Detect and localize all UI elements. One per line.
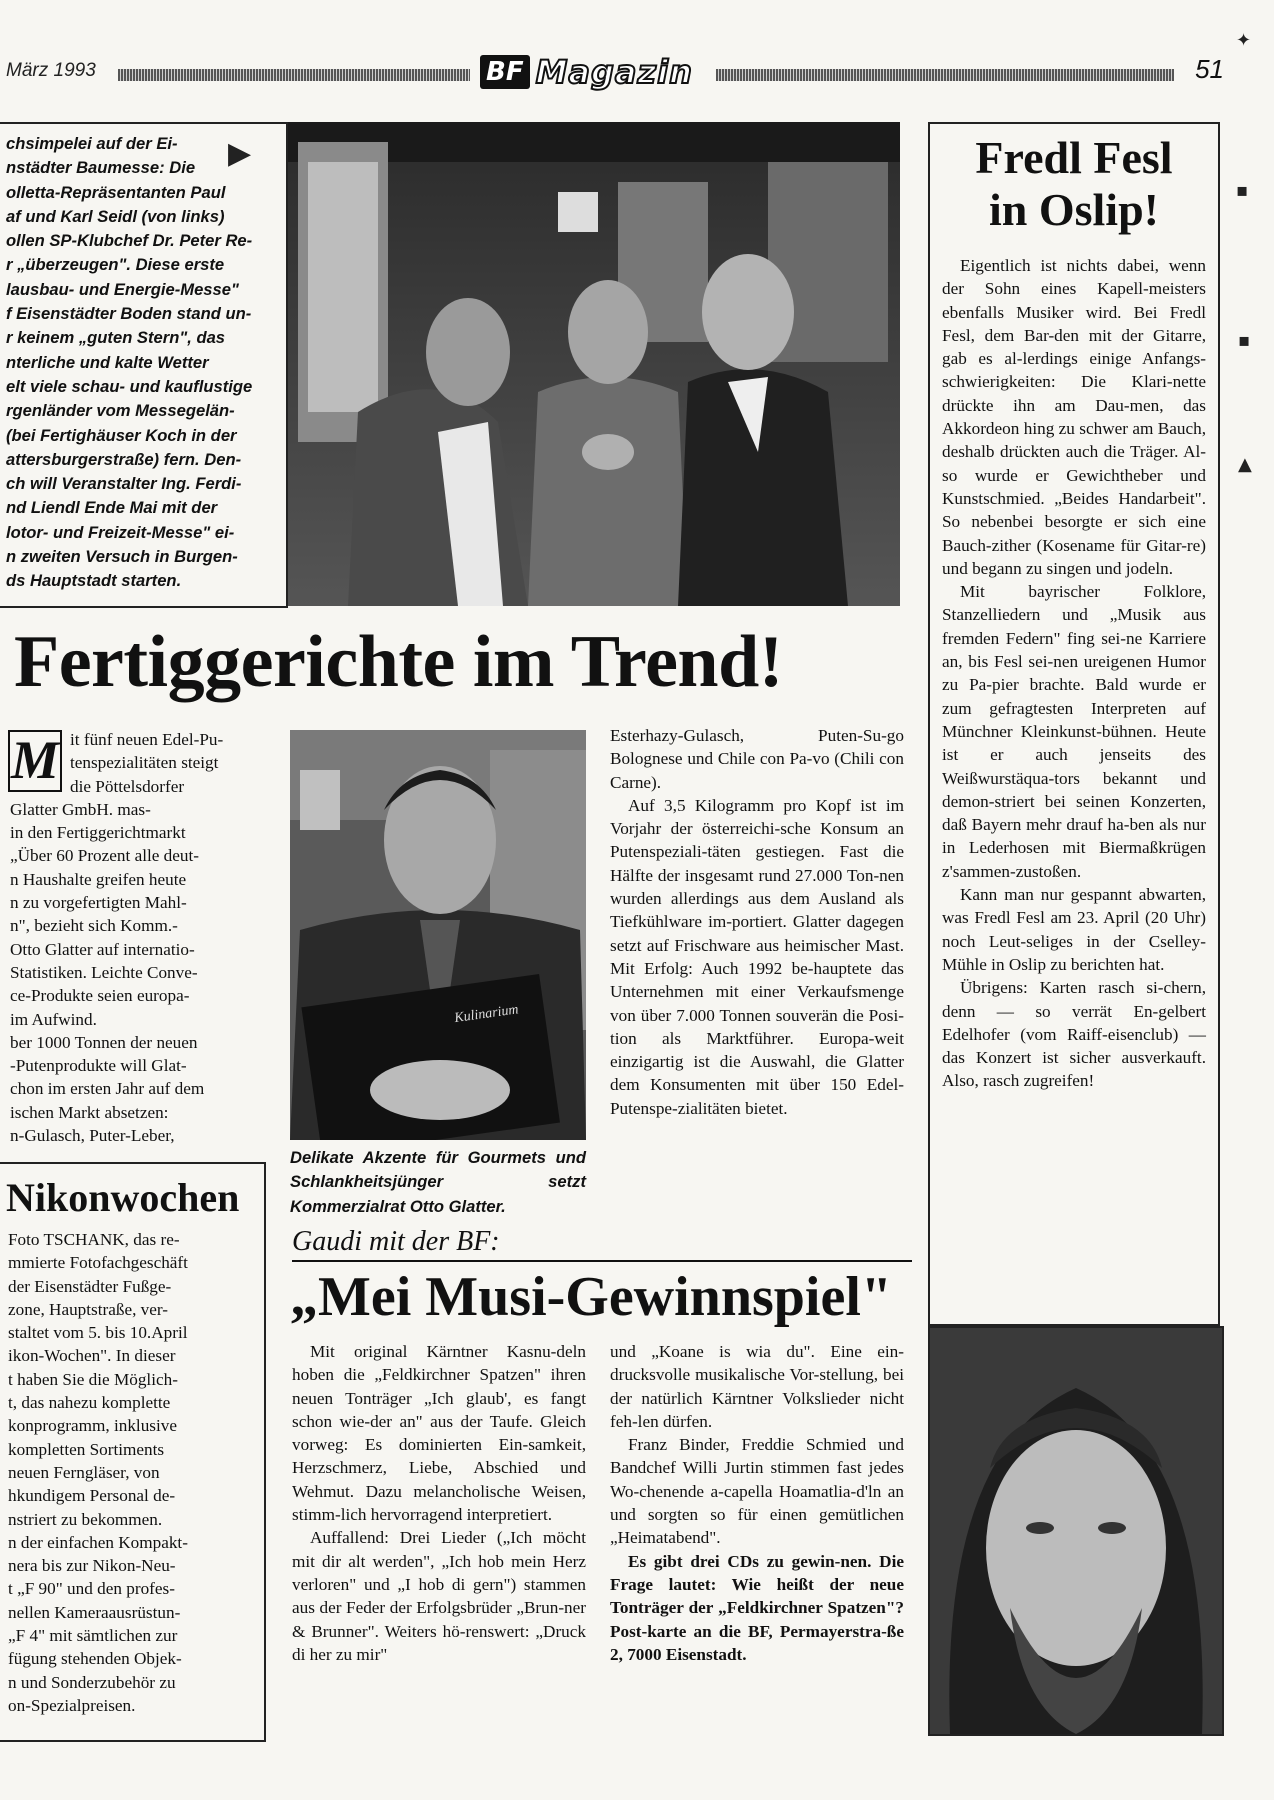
nikon-line: ikon-Wochen". In dieser [8, 1346, 176, 1366]
nikon-line: nstriert zu bekommen. [8, 1509, 163, 1529]
glatter-line: Glatter GmbH. mas- [10, 799, 151, 819]
gaudi-column-1 [292, 1340, 586, 1666]
fesl-paragraph: Eigentlich ist nichts dabei, wenn der Sohn eines Kapell-meisters ebenfalls Musiker wird. Bei Fredl Fesl, dem Bar-den mit der Gitarre, gab es al-lerdings einige Anfangs-schwierigkeiten: Die Klari-nette drückte ihn am Dau-men, das Akkordeon hing zu schwer am Bauch, deshalb drückten auch die Träger. Al-so wurde er Gewichtheber und Kunstschmied. „Beides Handarbeit". So nebenbei besorgte er sich eine Bauch-zither (Kosename für Gitar-re) und begann zu singen und jodeln. [942, 256, 1206, 578]
caption-line: af und Karl Seidl (von links) [6, 206, 225, 226]
nikon-line: „F 4" mit sämtlichen zur [8, 1626, 178, 1646]
caption-line: lotor- und Freizeit-Messe" ei- [6, 522, 235, 542]
caption-line: (bei Fertighäuser Koch in der [6, 425, 237, 445]
nikon-line: nellen Kameraausrüstun- [8, 1602, 181, 1622]
fesl-paragraph: Mit bayrischer Folklore, Stanzelliedern und „Musik aus fremden Federn" fing sei-ne Karriere an, bis Fesl sei-nen ureigenen Humor zu Pa-pier brachte. Bald wurde er zum gefragtesten Interpreten auf Münchner Kleinkunst-bühnen. Heute ist er auch jenseits des Weißwurstäqua-tors bekannt und demon-striert bei seinen Konzerten, daß Bayern mehr drauf ha-ben als nur in Lederhosen mit Biermaßkrügen z'sammen-zustoßen. [942, 582, 1206, 881]
glatter-line: n zu vorgefertigten Mahl- [10, 893, 187, 913]
bf-logo-box: BF [480, 55, 530, 89]
header-rule-left [118, 69, 470, 81]
margin-mark-icon: ✦ [1236, 30, 1252, 51]
glatter-photo [290, 730, 586, 1140]
glatter-line: tenspezialitäten steigt [70, 753, 219, 773]
nikon-line: n und Sonderzubehör zu [8, 1672, 176, 1692]
glatter-line: Statistiken. Leichte Conve- [10, 962, 198, 982]
nikon-headline: Nikonwochen [6, 1175, 240, 1220]
gaudi-paragraph: Franz Binder, Freddie Schmied und Bandchef Willi Jurtin stimmen fast jedes Wo-chenende a-capella Hoamatlia-d'ln an und sorgten so für einen gemütlichen „Heimatabend". [610, 1435, 904, 1548]
dropcap: M [8, 730, 62, 792]
glatter-line: ber 1000 Tonnen der neuen [10, 1032, 198, 1052]
fair-caption-text [0, 124, 286, 594]
nikon-line: neuen Ferngläser, von [8, 1462, 160, 1482]
glatter-photo-caption: Delikate Akzente für Gourmets und Schlankheitsjünger setzt Kommerzialrat Otto Glatter. [290, 1148, 586, 1216]
fesl-body [930, 236, 1218, 1093]
main-headline: Fertiggerichte im Trend! [14, 621, 783, 703]
gaudi-contest-text: Es gibt drei CDs zu gewin-nen. Die Frage lautet: Wie heißt der neue Tonträger der „Feldkirchner Spatzen"? Post-karte an die BF, Permayerstra-ße 2, 7000 Eisenstadt. [610, 1551, 904, 1664]
caption-line: elt viele schau- und kauflustige [6, 376, 253, 396]
nikon-line: t „F 90" und den profes- [8, 1579, 175, 1599]
caption-line: nd Liendl Ende Mai mit der [6, 498, 218, 518]
nikon-line: staltet vom 5. bis 10.April [8, 1323, 188, 1343]
glatter-line: in den Fertiggerichtmarkt [10, 823, 186, 843]
fesl-headline-line2: in Oslip! [988, 184, 1159, 235]
glatter-line: Otto Glatter auf internatio- [10, 939, 195, 959]
caption-line: lausbau- und Energie-Messe" [6, 279, 239, 299]
glatter-photo-image [290, 730, 586, 1140]
caption-line: r „überzeugen". Diese erste [6, 255, 225, 275]
glatter-line: die Pöttelsdorfer [70, 776, 185, 796]
gaudi-kicker: Gaudi mit der BF: [292, 1226, 912, 1262]
fair-photo-image [288, 122, 900, 606]
fesl-headline [930, 132, 1218, 236]
caption-line: attersburgerstraße) fern. Den- [6, 449, 242, 469]
caption-line: nstädter Baumesse: Die [6, 158, 196, 178]
magazine-logo [480, 52, 693, 92]
glatter-line: n", bezieht sich Komm.- [10, 916, 178, 936]
caption-line: n zweiten Versuch in Burgen- [6, 547, 238, 567]
fesl-paragraph: Übrigens: Karten rasch si-chern, denn — so verrät En-gelbert Edelhofer (vom Raiff-eisenclub) — das Konzert ist sicher ausverkauft. Also, rasch zugreifen! [942, 978, 1206, 1091]
nikon-line: hkundigem Personal de- [8, 1486, 176, 1506]
margin-mark-icon: ▪ [1238, 330, 1251, 351]
glatter-line: it fünf neuen Edel-Pu- [70, 730, 224, 749]
header-rule-right [716, 69, 1174, 81]
glatter-line: „Über 60 Prozent alle deut- [10, 846, 199, 866]
fesl-photo [928, 1326, 1224, 1736]
margin-mark-icon: ▲ [1238, 454, 1252, 475]
nikon-article-box [0, 1162, 266, 1742]
glatter-line: ce-Produkte seien europa- [10, 986, 190, 1006]
nikon-line: Foto TSCHANK, das re- [8, 1230, 180, 1249]
caption-line: f Eisenstädter Boden stand un- [6, 304, 252, 324]
arrow-right-icon: ▶ [228, 136, 252, 171]
fesl-paragraph: Kann man nur gespannt abwarten, was Fredl Fesl am 23. April (20 Uhr) noch Leut-seliges in der Cselley-Mühle in Oslip zu berichten hat. [942, 885, 1206, 974]
glatter-line: im Aufwind. [10, 1009, 97, 1029]
glatter-column-3 [610, 724, 904, 1120]
nikon-body [0, 1222, 264, 1717]
page-number: 51 [1195, 54, 1224, 84]
nikon-line: zone, Hauptstraße, ver- [8, 1299, 168, 1319]
caption-line: ch will Veranstalter Ing. Ferdi- [6, 474, 242, 494]
fair-photo [288, 122, 900, 606]
glatter-line: n Haushalte greifen heute [10, 869, 187, 889]
gaudi-headline: „Mei Musi-Gewinnspiel" [290, 1266, 892, 1328]
caption-line: r keinem „guten Stern", das [6, 328, 226, 348]
gaudi-column-2 [610, 1340, 904, 1666]
caption-line: chsimpelei auf der Ei- [6, 134, 178, 153]
gaudi-paragraph: und „Koane is wia du". Eine ein-drucksvolle musikalische Vor-stellung, bei der natürlich Kärntner Volkslieder nicht feh-len dürfen. [610, 1342, 904, 1431]
nikon-line: n der einfachen Kompakt- [8, 1532, 188, 1552]
caption-line: nterliche und kalte Wetter [6, 352, 209, 372]
glatter-paragraph: Auf 3,5 Kilogramm pro Kopf ist im Vorjahr der österreichi-sche Konsum an Putenspeziali-täten gestiegen. Fast die Hälfte der insgesamt rund 27.000 Ton-nen wurden allerdings aus dem Ausland als Tiefkühlware im-portiert. Glatter dagegen setzt auf Frischware aus heimischer Mast. Mit Erfolg: Auch 1992 be-hauptete das Unternehmen mit einer Verkaufsmenge von über 7.000 Tonnen souverän die Posi-tion als Marktführer. Europa-weit einzigartig ist die Auswahl, die Glatter dem Konsumenten mit über 150 Edel-Putenspe-zialitäten bietet. [610, 795, 904, 1118]
fesl-portrait-image [930, 1328, 1222, 1734]
nikon-line: mmierte Fotofachgeschäft [8, 1253, 188, 1273]
fesl-headline-line1: Fredl Fesl [975, 132, 1173, 183]
margin-mark-icon: ▪ [1236, 180, 1249, 201]
caption-line: ds Hauptstadt starten. [6, 571, 182, 591]
caption-line: ollen SP-Klubchef Dr. Peter Re- [6, 231, 253, 251]
nikon-line: nera bis zur Nikon-Neu- [8, 1556, 176, 1576]
book-title: Kulinarium [453, 1002, 520, 1027]
nikon-line: kompletten Sortiments [8, 1439, 165, 1459]
caption-line: rgenländer vom Messegelän- [6, 401, 235, 421]
magazin-wordmark: Magazin [535, 53, 693, 91]
glatter-paragraph: Esterhazy-Gulasch, Puten-Su-go Bolognese und Chile con Pa-vo (Chili con Carne). [610, 726, 904, 792]
glatter-line: n-Gulasch, Puter-Leber, [10, 1126, 175, 1146]
issue-date: März 1993 [6, 60, 96, 81]
gaudi-paragraph: Auffallend: Drei Lieder („Ich möcht mit dir alt werden", „Ich hob mein Herz verloren" und „I hob di gern") stammen aus der Feder der Erfolgsbrüder „Brun-ner & Brunner". Weiters hö-renswert: „Druck di her zu mir" [292, 1528, 586, 1664]
glatter-line: ischen Markt absetzen: [10, 1102, 169, 1122]
nikon-line: der Eisenstädter Fußge- [8, 1276, 172, 1296]
nikon-line: konprogramm, inklusive [8, 1416, 177, 1436]
gaudi-paragraph: Mit original Kärntner Kasnu-deln hoben die „Feldkirchner Spatzen" ihren neuen Tonträger „Ich glaub', es fangt schon wie-der an" aus der Taufe. Gleich vorweg: Es dominierten Ein-samkeit, Herzschmerz, Liebe, Abschied und Wehmut. Dazu melancholische Weisen, stimm-lich hervorragend interpretiert. [292, 1342, 586, 1525]
nikon-line: on-Spezialpreisen. [8, 1695, 136, 1715]
glatter-column-1 [10, 728, 266, 1147]
nikon-line: fügung stehenden Objek- [8, 1649, 182, 1669]
caption-line: olletta-Repräsentanten Paul [6, 182, 226, 202]
fesl-article-box [928, 122, 1220, 1326]
glatter-line: -Putenprodukte will Glat- [10, 1056, 187, 1076]
nikon-line: t, das nahezu komplette [8, 1393, 171, 1413]
nikon-line: t haben Sie die Möglich- [8, 1369, 178, 1389]
glatter-line: chon im ersten Jahr auf dem [10, 1079, 205, 1099]
fair-caption-box [0, 122, 288, 608]
